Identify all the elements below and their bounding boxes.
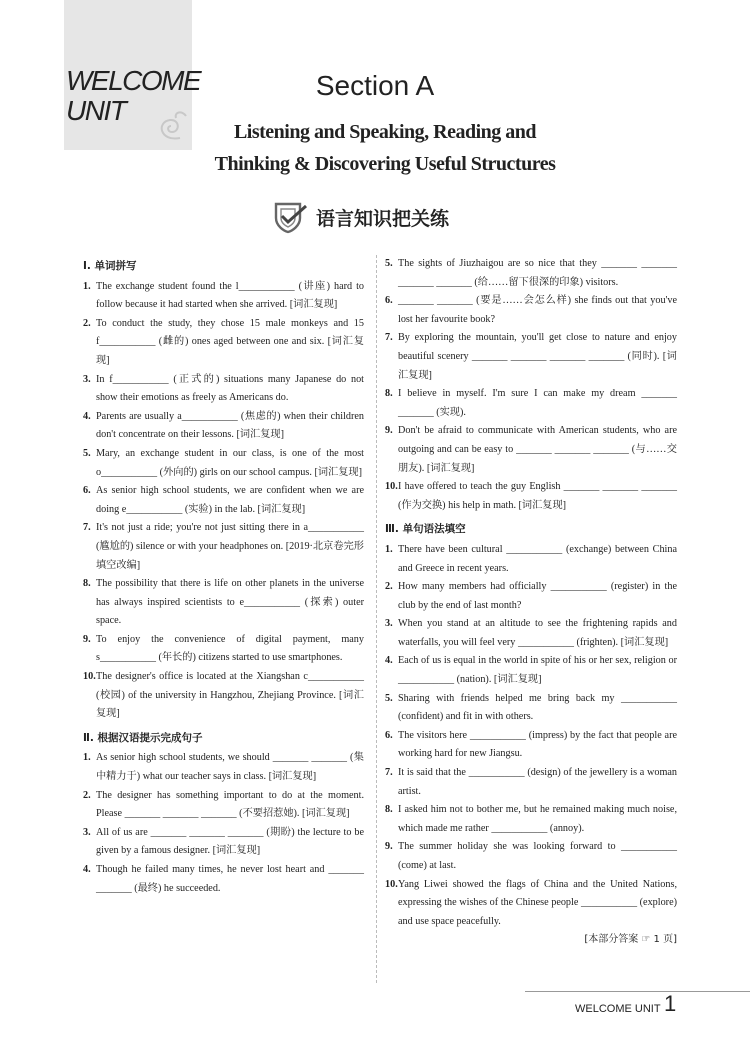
item-number: 8. <box>385 804 393 816</box>
exercise-item <box>385 764 677 801</box>
item-text: I have offered to teach the guy English _______ _______ _______ (作为交换) his help in math. [词汇复现] <box>398 481 677 511</box>
item-text: There have been cultural ___________ (exchange) between China and Greece in recent years. <box>398 543 677 574</box>
right-column <box>385 255 677 950</box>
item-number: 9. <box>385 841 393 853</box>
item-number: 7. <box>385 332 393 344</box>
footer-label: WELCOME UNIT <box>575 1003 661 1015</box>
item-number: 7. <box>385 767 393 779</box>
exercise-item <box>385 876 677 932</box>
item-text: Each of us is equal in the world in spite of his or her sex, religion or ___________ (nation). [词汇复现] <box>398 655 677 686</box>
exercise-item <box>385 478 677 515</box>
banner-label: 语言知识把关练 <box>316 207 450 230</box>
exercise-item <box>385 385 677 422</box>
item-text: The designer's office is located at the Xiangshan c___________ (校园) of the university in Hangzhou, Zhejiang Province. [词汇复现] <box>96 671 364 720</box>
item-number: 2. <box>385 581 393 593</box>
item-text: Don't be afraid to communicate with American students, who are outgoing and can be easy to _______ _______ _______ (与……交朋友). [词汇复现] <box>398 425 677 474</box>
item-number: 3. <box>83 373 91 385</box>
item-number: 3. <box>385 618 393 630</box>
exercise-item <box>385 727 677 764</box>
exercise-item <box>385 541 677 578</box>
exercise-list <box>385 541 677 931</box>
exercise-item <box>385 329 677 385</box>
exercise-item <box>83 861 364 898</box>
exercise-item <box>83 519 364 575</box>
item-number: 1. <box>385 543 393 555</box>
item-number: 8. <box>385 388 393 400</box>
section-title: Section A <box>315 70 435 101</box>
item-text: All of us are _______ _______ _______ (期盼) the lecture to be given by a famous designer. [词汇复现] <box>96 826 364 857</box>
item-text: _______ _______ (要是……会怎么样) she finds out that you've lost her favourite book? <box>398 295 677 325</box>
item-number: 6. <box>385 729 393 741</box>
exercise-item <box>83 315 364 371</box>
item-text: Though he failed many times, he never lost heart and _______ _______ (最终) he succeeded. <box>96 864 364 894</box>
exercise-item <box>385 801 677 838</box>
item-number: 5. <box>385 692 393 704</box>
item-text: It's not just a ride; you're not just sitting there in a___________ (尴尬的) silence or with your headphones on. [2019·北京卷完形填空改编] <box>96 522 364 571</box>
exercise-item <box>385 838 677 875</box>
item-text: The exchange student found the l___________ (讲座) hard to follow because it had started when she arrived. [词汇复现] <box>96 280 364 311</box>
unit-label-line1: WELCOME <box>66 65 201 96</box>
item-text: When you stand at an altitude to see the frightening rapids and waterfalls, you will feel very ___________ (frighten). [词汇复现] <box>398 618 677 648</box>
item-number: 9. <box>83 633 91 645</box>
item-text: As senior high school students, we are confident when we are doing e___________ (实验) in the lab. [词汇复现] <box>96 485 364 515</box>
item-number: 3. <box>83 826 91 838</box>
item-number: 4. <box>83 864 91 875</box>
exercise-item <box>385 292 677 329</box>
item-text: I asked him not to bother me, but he remained making much noise, which made me rather ___________ (annoy). <box>398 804 677 834</box>
exercise-list <box>385 255 677 515</box>
exercise-item <box>385 615 677 652</box>
left-column <box>83 255 364 898</box>
item-number: 2. <box>83 317 91 329</box>
item-number: 10. <box>385 878 398 890</box>
answer-note: [本部分答案 ☞ 1 页] <box>584 934 677 946</box>
exercise-list <box>83 749 364 898</box>
subtitle-line2: Thinking & Discovering Useful Structures <box>214 153 556 175</box>
item-number: 10. <box>385 481 398 493</box>
exercise-item <box>83 631 364 668</box>
page-number: 1 <box>664 991 677 1016</box>
exercise-item <box>83 824 364 861</box>
exercise-item <box>83 575 364 631</box>
item-number: 6. <box>385 295 393 307</box>
item-number: 5. <box>83 447 91 459</box>
footer-rule <box>525 991 750 992</box>
item-text: Sharing with friends helped me bring back my ___________ (confident) and fit in with others. <box>398 692 677 723</box>
item-number: 1. <box>83 280 91 292</box>
item-text: How many members had officially ___________ (register) in the club by the end of last month? <box>398 581 677 611</box>
section-heading: Ⅲ. 单句语法填空 <box>385 523 466 536</box>
exercise-item <box>83 445 364 482</box>
item-text: It is said that the ___________ (design) of the jewellery is a woman artist. <box>398 767 677 797</box>
item-number: 5. <box>385 258 393 269</box>
exercise-item <box>83 371 364 408</box>
exercise-banner <box>270 200 449 234</box>
item-text: As senior high school students, we should _______ _______ (集中精力于) what our teacher says in class. [词汇复现] <box>96 752 364 783</box>
exercise-item <box>83 278 364 315</box>
column-divider <box>376 255 377 983</box>
exercise-item <box>385 255 677 292</box>
item-text: I believe in myself. I'm sure I can make my dream _______ _______ (实现). <box>398 388 677 418</box>
exercise-item <box>83 408 364 445</box>
section-heading: Ⅰ. 单词拼写 <box>83 260 137 272</box>
item-number: 8. <box>83 578 91 590</box>
item-number: 7. <box>83 522 91 534</box>
exercise-list <box>83 278 364 724</box>
item-text: Yang Liwei showed the flags of China and the United Nations, expressing the wishes of the Chinese people ___________ (explore) and use space peacefully. <box>398 878 677 927</box>
item-number: 10. <box>83 671 96 683</box>
exercise-item <box>83 749 364 786</box>
item-text: To enjoy the convenience of digital payment, many s___________ (年长的) citizens started to use smartphones. <box>96 633 364 664</box>
item-number: 1. <box>83 752 91 764</box>
item-text: In f___________ (正式的) situations many Japanese do not show their emotions as freely as Americans do. <box>96 373 364 404</box>
item-text: To conduct the study, they chose 15 male monkeys and 15 f___________ (雌的) ones aged between one and six. [词汇复现] <box>96 317 364 366</box>
shield-check-icon <box>270 200 310 234</box>
exercise-item <box>83 482 364 519</box>
item-text: By exploring the mountain, you'll get close to nature and enjoy beautiful scenery _______ _______ _______ _______ (同时). [词汇复现] <box>398 332 677 381</box>
item-text: Mary, an exchange student in our class, is one of the most o___________ (外向的) girls on our school campus. [词汇复现] <box>96 447 364 478</box>
item-text: Parents are usually a___________ (焦虑的) when their children don't concentrate on their lessons. [词汇复现] <box>96 410 364 441</box>
item-text: The sights of Jiuzhaigou are so nice that they _______ _______ _______ _______ (给……留下很深的印象) visitors. <box>398 258 677 288</box>
item-number: 2. <box>83 789 91 801</box>
item-number: 4. <box>83 410 91 422</box>
exercise-item <box>83 787 364 824</box>
item-text: The summer holiday she was looking forward to ___________ (come) at last. <box>398 841 677 871</box>
unit-label-line2: UNIT <box>66 95 126 126</box>
item-text: The possibility that there is life on other planets in the universe has always inspired scientists to e___________ (探索) outer space. <box>96 578 364 627</box>
section-subtitle <box>140 116 630 180</box>
item-number: 9. <box>385 425 393 437</box>
exercise-item <box>83 668 364 724</box>
item-number: 6. <box>83 485 91 497</box>
item-text: The designer has something important to do at the moment. Please _______ _______ _______ (不要招惹她). [词汇复现] <box>96 789 364 820</box>
exercise-item <box>385 690 677 727</box>
subtitle-line1: Listening and Speaking, Reading and <box>233 121 537 143</box>
exercise-item <box>385 652 677 689</box>
item-text: The visitors here ___________ (impress) by the fact that people are working hard for new Jiangsu. <box>398 729 677 760</box>
item-number: 4. <box>385 655 393 667</box>
exercise-item <box>385 578 677 615</box>
section-heading: Ⅱ. 根据汉语提示完成句子 <box>83 731 203 744</box>
exercise-item <box>385 422 677 478</box>
